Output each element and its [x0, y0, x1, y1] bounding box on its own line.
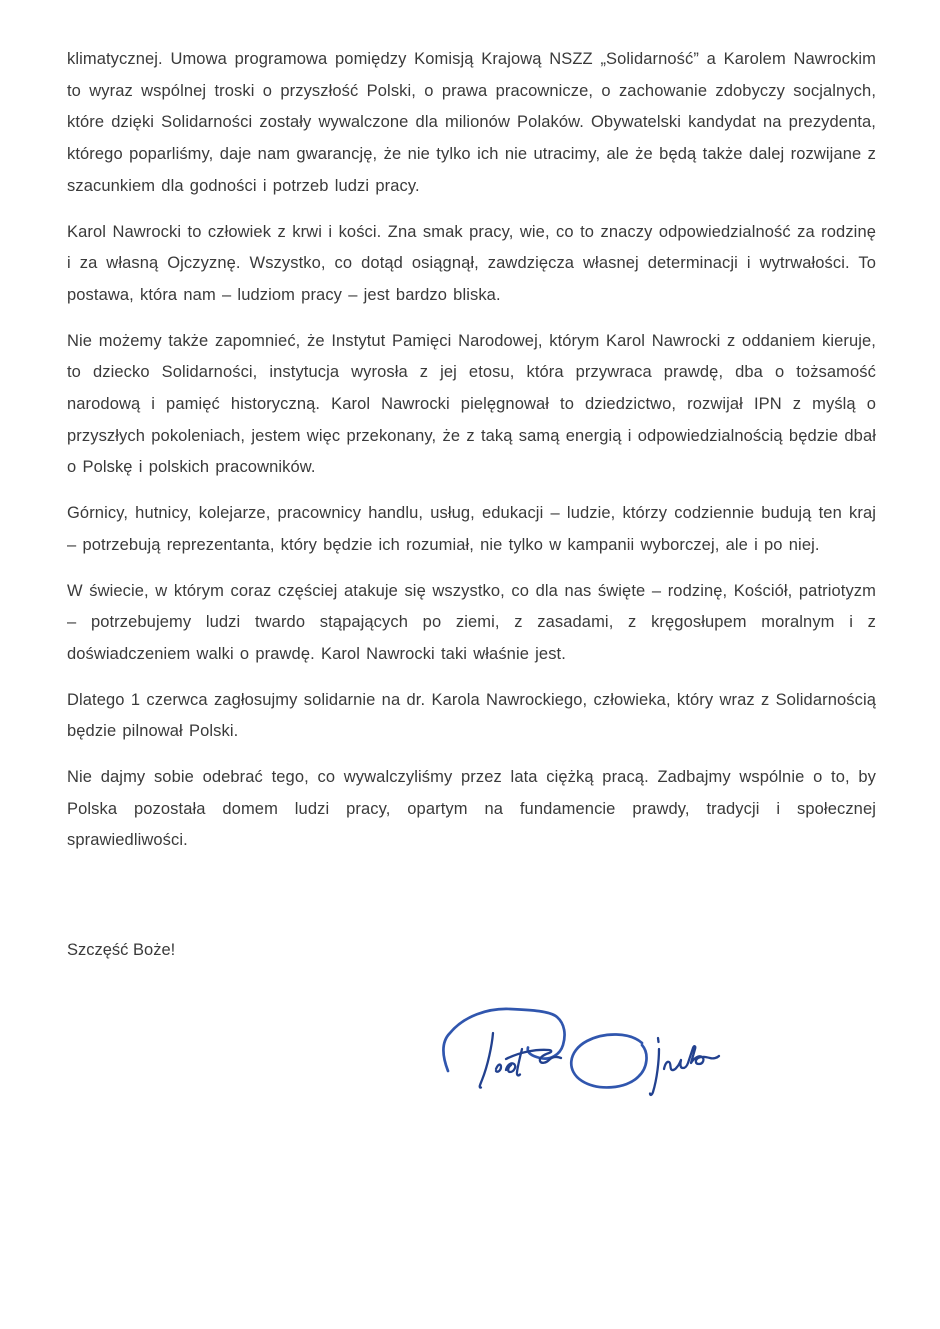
- letter-paragraph-7: Nie dajmy sobie odebrać tego, co wywalczyliśmy przez lata ciężką pracą. Zadbajmy wspólnie o to, by Polska pozostała domem ludzi pracy, opartym na fundamencie prawdy, tradycji i społecznej sprawiedliwości.: [67, 768, 876, 850]
- letter-paragraph-4: Górnicy, hutnicy, kolejarze, pracownicy handlu, usług, edukacji – ludzie, którzy codziennie budują ten kraj – potrzebują reprezentanta, który będzie ich rozumiał, nie tylko w kampanii wyborczej, ale i po niej.: [67, 504, 876, 554]
- letter-paragraph-2: Karol Nawrocki to człowiek z krwi i kości. Zna smak pracy, wie, co to znaczy odpowiedzialność za rodzinę i za własną Ojczyznę. Wszystko, co dotąd osiągnął, zawdzięcza własnej determinacji i wytrwałości. To postawa, która nam – ludziom pracy – jest bardzo bliska.: [67, 222, 876, 304]
- signature-stroke-d-oval: [571, 1034, 646, 1087]
- signature-stroke-io: [496, 1063, 515, 1072]
- signature-block: [435, 1003, 727, 1115]
- letter-paragraph-1: klimatycznej. Umowa programowa pomiędzy Komisją Krajową NSZZ „Solidarność” a Karolem Nawrockim to wyraz wspólnej troski o przyszłość Polski, o prawa pracownicze, o zachowanie zdobyczy socjalnych, które dzięki Solidarności zostały wywalczone dla milionów Polaków. Obywatelski kandydat na prezydenta, którego poparliśmy, daje nam gwarancję, że nie tylko ich nie utracimy, ale że będą także dalej rozwijane z szacunkiem dla godności i potrzeb ludzi pracy.: [67, 50, 876, 195]
- signature-stroke-d-stem: [650, 1038, 659, 1095]
- piotr-duda-signature: [435, 1003, 727, 1115]
- letter-paragraph-6: Dlatego 1 czerwca zagłosujmy solidarnie na dr. Karola Nawrockiego, człowieka, który wraz z Solidarnością będzie pilnował Polski.: [67, 690, 876, 741]
- letter-paragraph-5: W świecie, w którym coraz częściej atakuje się wszystko, co dla nas święte – rodzinę, Kościół, patriotyzm – potrzebujemy ludzi twardo stąpających po ziemi, z zasadami, z kręgosłupem moralnym i z doświadczeniem walki o prawdę. Karol Nawrocki taki właśnie jest.: [67, 581, 876, 663]
- signature-stroke-uda: [664, 1046, 719, 1070]
- letter-paragraph-3: Nie możemy także zapomnieć, że Instytut Pamięci Narodowej, którym Karol Nawrocki z oddaniem kieruje, to dziecko Solidarności, instytucja wyrosła z jej etosu, która przywraca prawdę, dba o tożsamość narodową i pamięć historyczną. Karol Nawrocki pielęgnował to dziedzictwo, rozwijał IPN z myślą o przyszłych pokoleniach, jestem więc przekonany, że z taką samą energią i odpowiedzialnością będzie dbał o Polskę i polskich pracowników.: [67, 331, 876, 477]
- letter-closing: Szczęść Boże!: [67, 941, 176, 960]
- signature-stroke-p-stem: [480, 1033, 493, 1088]
